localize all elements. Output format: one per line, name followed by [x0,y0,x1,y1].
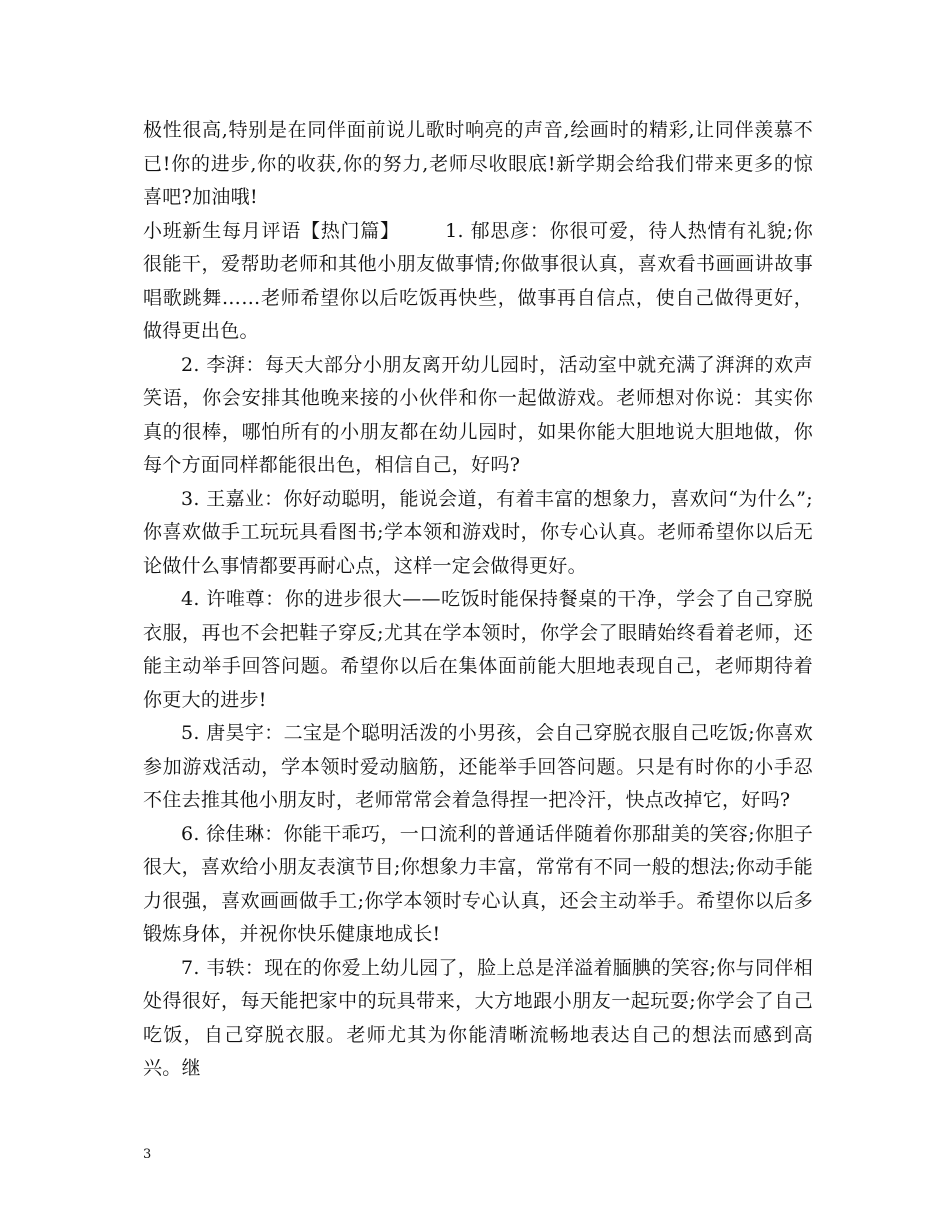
paragraph-text: 极性很高,特别是在同伴面前说儿歌时响亮的声音,绘画时的精彩,让同伴羡慕不已!你的进步,你的收获,你的努力,老师尽收眼底!新学期会给我们带来更多的惊喜吧?加油哦! [143,119,813,208]
section-title: 小班新生每月评语【热门篇】 [143,219,400,242]
paragraph-continuation [143,114,813,215]
paragraph-item [143,717,813,818]
paragraph-item [143,349,813,483]
paragraph-text: 1. 郁思彦：你很可爱，待人热情有礼貌;你很能干，爱帮助老师和其他小朋友做事情;你做事很认真，喜欢看书画画讲故事唱歌跳舞……老师希望你以后吃饭再快些，做事再自信点，使自己做得更好，做得更出色。 [143,219,813,342]
paragraph-text: 3. 王嘉业：你好动聪明，能说会道，有着丰富的想象力，喜欢问“为什么”;你喜欢做手工玩玩具看图书;学本领和游戏时，你专心认真。老师希望你以后无论做什么事情都要再耐心点，这样一定会做得更好。 [143,487,813,577]
paragraph-text: 7. 韦轶：现在的你爱上幼儿园了，脸上总是洋溢着腼腆的笑容;你与同伴相处得很好，每天能把家中的玩具带来，大方地跟小朋友一起玩耍;你学会了自己吃饭，自己穿脱衣服。老师尤其为你能清晰流畅地表达自己的想法而感到高兴。继 [143,956,813,1079]
paragraph-text: 4. 许唯尊：你的进步很大——吃饭时能保持餐桌的干净，学会了自己穿脱衣服，再也不会把鞋子穿反;尤其在学本领时，你学会了眼睛始终看着老师，还能主动举手回答问题。希望你以后在集体面前能大胆地表现自己，老师期待着你更大的进步! [143,588,813,711]
paragraph-section-start [143,215,813,349]
paragraph-item [143,818,813,952]
paragraph-text: 2. 李湃：每天大部分小朋友离开幼儿园时，活动室中就充满了湃湃的欢声笑语，你会安排其他晚来接的小伙伴和你一起做游戏。老师想对你说：其实你真的很棒，哪怕所有的小朋友都在幼儿园时，如果你能大胆地说大胆地做，你每个方面同样都能很出色，相信自己，好吗? [143,353,813,476]
paragraph-text: 5. 唐昊宇：二宝是个聪明活泼的小男孩，会自己穿脱衣服自己吃饭;你喜欢参加游戏活动，学本领时爱动脑筋，还能举手回答问题。只是有时你的小手忍不住去推其他小朋友时，老师常常会着急得捏一把冷汗，快点改掉它，好吗? [143,722,813,811]
page-number: 3 [143,1147,152,1162]
paragraph-item [143,483,813,584]
title-spacer [400,220,445,242]
paragraph-item [143,583,813,717]
paragraph-text: 6. 徐佳琳：你能干乖巧，一口流利的普通话伴随着你那甜美的笑容;你胆子很大，喜欢给小朋友表演节目;你想象力丰富，常常有不同一般的想法;你动手能力很强，喜欢画画做手工;你学本领时专心认真，还会主动举手。希望你以后多锻炼身体，并祝你快乐健康地成长! [143,822,813,945]
paragraph-item [143,952,813,1086]
document-body [143,114,813,1086]
